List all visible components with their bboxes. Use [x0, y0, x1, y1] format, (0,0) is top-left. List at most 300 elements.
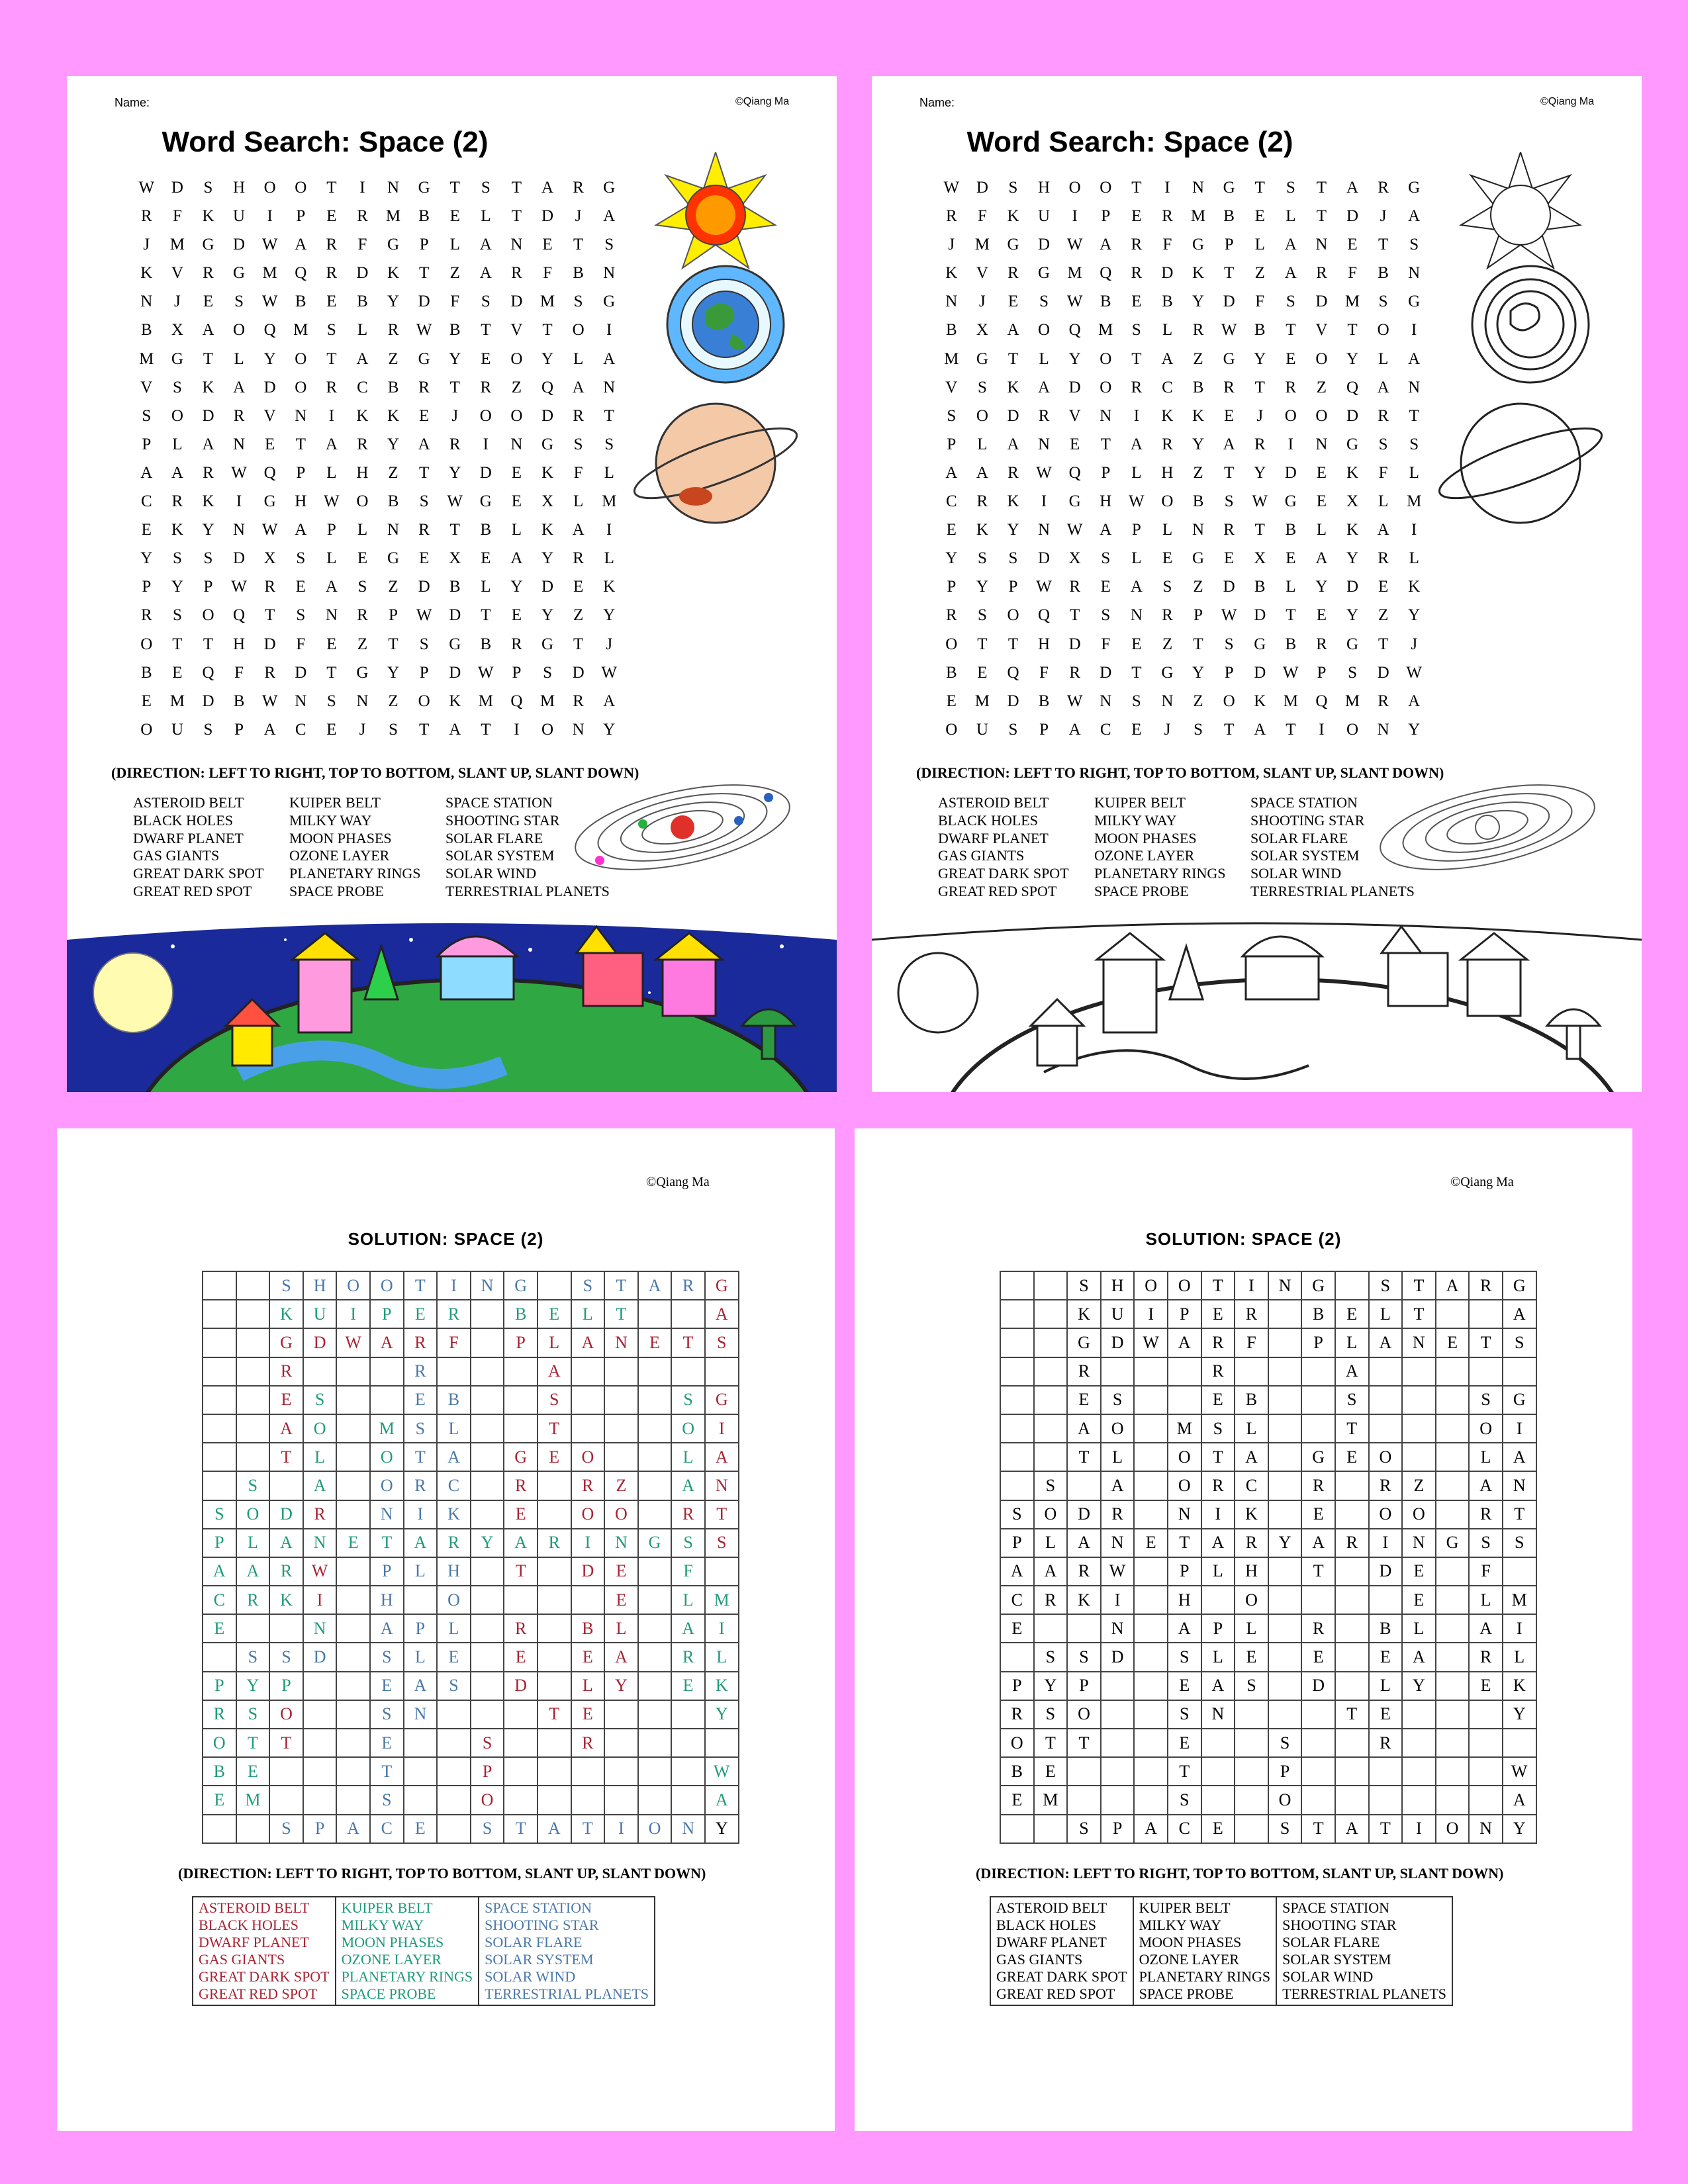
grid-letter: O — [295, 378, 307, 396]
grid-letter: L — [326, 463, 337, 482]
grid-letter: G — [1346, 635, 1359, 653]
grid-letter: K — [945, 264, 958, 283]
grid-letter: E — [1224, 549, 1235, 568]
grid-letter: T — [511, 207, 522, 226]
grid-letter: P — [389, 606, 398, 625]
solution-cell — [571, 1786, 605, 1814]
grid-letter: T — [1193, 635, 1203, 653]
solution-cell: O — [1034, 1500, 1068, 1529]
solution-cell: G — [1301, 1443, 1335, 1471]
grid-letter: O — [202, 606, 214, 625]
grid-letter: E — [1131, 293, 1142, 311]
grid-letter: B — [295, 293, 306, 311]
grid-letter: H — [1161, 463, 1174, 482]
solution-cell: E — [1369, 1643, 1403, 1671]
solution-cell: M — [705, 1586, 739, 1614]
grid-letter: S — [357, 578, 367, 596]
grid-letter: S — [1348, 663, 1357, 682]
solution-cell — [638, 1443, 672, 1471]
grid-letter: B — [1192, 378, 1204, 396]
solution-cell: D — [303, 1643, 337, 1671]
solution-cell: E — [604, 1557, 638, 1586]
solution-cell: M — [1168, 1414, 1201, 1443]
grid-letter: Q — [1038, 606, 1051, 625]
grid-letter: O — [1346, 720, 1359, 739]
solution-cell — [203, 1443, 236, 1471]
grid-letter: V — [976, 264, 988, 283]
grid-letter: O — [479, 406, 492, 425]
grid-letter: O — [1038, 321, 1051, 340]
solution-cell — [1369, 1386, 1403, 1414]
grid-letter: F — [1039, 663, 1049, 682]
solution-grid — [1000, 1271, 1537, 1844]
grid-letter: S — [1162, 578, 1172, 596]
solution-cell: N — [1101, 1614, 1135, 1643]
solution-title: SOLUTION: SPACE (2) — [1145, 1229, 1342, 1249]
grid-letter: E — [1254, 207, 1265, 226]
solution-cell — [269, 1757, 303, 1786]
solution-cell: R — [437, 1300, 471, 1328]
saturn-icon — [628, 404, 804, 523]
grid-letter: E — [357, 549, 368, 568]
solution-cell: S — [236, 1643, 270, 1671]
solution-cell — [1469, 1357, 1503, 1386]
solution-cell: R — [1335, 1529, 1369, 1557]
solution-cell — [671, 1300, 705, 1328]
grid-letter: R — [449, 435, 461, 453]
solution-cell — [236, 1815, 270, 1843]
grid-letter: T — [1254, 521, 1265, 539]
solution-word-column — [1276, 1897, 1452, 2005]
solution-cell: E — [1201, 1815, 1235, 1843]
solution-cell: O — [1469, 1414, 1503, 1443]
grid-letter: W — [231, 463, 247, 482]
solution-row — [1000, 1414, 1536, 1443]
grid-letter: F — [1378, 463, 1388, 482]
grid-letter: W — [1221, 606, 1237, 625]
grid-letter: E — [419, 549, 430, 568]
grid-letter: R — [357, 207, 368, 226]
grid-letter: F — [977, 207, 987, 226]
solution-row — [1000, 1471, 1536, 1500]
copyright: ©Qiang Ma — [1540, 96, 1595, 107]
moon-icon — [898, 953, 978, 1032]
solution-cell: L — [437, 1614, 471, 1643]
solution-cell: E — [1000, 1614, 1034, 1643]
grid-letter: R — [418, 378, 430, 396]
solution-row — [1000, 1500, 1536, 1529]
grid-letter: M — [1190, 207, 1206, 226]
solution-cell: S — [370, 1643, 404, 1671]
grid-letter: W — [416, 321, 432, 340]
solution-cell: E — [437, 1643, 471, 1671]
solution-cell: Y — [1503, 1700, 1536, 1729]
solution-cell — [1369, 1786, 1403, 1814]
grid-letter: A — [1408, 692, 1421, 710]
grid-letter: T — [511, 179, 522, 197]
solution-cell — [336, 1729, 370, 1757]
grid-letter: M — [262, 264, 277, 283]
solution-word: MOON PHASES — [341, 1934, 444, 1950]
word-list-item: SPACE STATION — [1250, 794, 1358, 811]
solution-cell — [1134, 1386, 1168, 1414]
grid-letter: R — [203, 463, 214, 482]
grid-letter: A — [945, 463, 958, 482]
grid-letter: V — [263, 406, 276, 425]
solution-cell — [1268, 1414, 1302, 1443]
solution-cell: T — [1402, 1300, 1436, 1328]
solution-cell — [1201, 1586, 1235, 1614]
grid-row — [131, 630, 687, 659]
grid-row — [131, 259, 687, 287]
solution-row — [1000, 1700, 1536, 1729]
solution-cell — [203, 1414, 236, 1443]
grid-letter: B — [573, 264, 584, 283]
grid-letter: E — [1224, 406, 1235, 425]
solution-cell: O — [1436, 1815, 1470, 1843]
grid-letter: L — [172, 435, 183, 453]
grid-letter: A — [295, 236, 307, 254]
solution-cell: Z — [604, 1471, 638, 1500]
grid-letter: N — [1100, 406, 1112, 425]
solution-cell: O — [370, 1443, 404, 1471]
grid-letter: A — [1408, 349, 1421, 368]
solution-row — [203, 1500, 739, 1529]
grid-letter: R — [1069, 578, 1081, 596]
grid-row — [131, 601, 687, 629]
solution-cell: I — [1235, 1271, 1268, 1300]
grid-letter: L — [604, 549, 614, 568]
solution-cell — [538, 1757, 571, 1786]
solution-cell: N — [1503, 1471, 1536, 1500]
solution-row — [1000, 1614, 1536, 1643]
grid-letter: T — [449, 179, 460, 197]
grid-letter: E — [326, 207, 337, 226]
word-list-item: ASTEROID BELT — [938, 794, 1049, 811]
grid-letter: T — [1008, 349, 1019, 368]
solution-cell: R — [1201, 1471, 1235, 1500]
solution-cell: L — [1235, 1414, 1268, 1443]
solution-cell: A — [671, 1614, 705, 1643]
grid-letter: D — [449, 606, 461, 625]
solution-cell — [538, 1643, 571, 1671]
solution-cell: A — [1235, 1443, 1268, 1471]
solution-cell: Y — [604, 1672, 638, 1700]
grid-letter: V — [1315, 321, 1328, 340]
grid-letter: R — [573, 179, 584, 197]
solution-cell: P — [471, 1757, 504, 1786]
solution-cell — [437, 1700, 471, 1729]
solution-cell — [1436, 1386, 1470, 1414]
grid-letter: B — [1100, 293, 1111, 311]
grid-letter: T — [449, 521, 460, 539]
solution-cell: E — [504, 1500, 538, 1529]
word-list-item: DWARF PLANET — [938, 829, 1049, 846]
solution-cell: A — [269, 1414, 303, 1443]
solution-cell: A — [705, 1300, 739, 1328]
grid-letter: T — [1378, 635, 1389, 653]
solution-row — [203, 1815, 739, 1843]
solution-cell: P — [404, 1614, 438, 1643]
solution-cell — [236, 1414, 270, 1443]
solution-cell — [1201, 1786, 1235, 1814]
grid-letter: Q — [1068, 321, 1081, 340]
solution-cell: L — [1469, 1443, 1503, 1471]
grid-letter: G — [603, 293, 616, 311]
solution-cell: L — [1201, 1557, 1235, 1586]
solution-cell: P — [1201, 1614, 1235, 1643]
grid-letter: R — [233, 406, 245, 425]
grid-row — [131, 459, 687, 487]
grid-letter: R — [418, 521, 430, 539]
solution-cell — [1301, 1729, 1335, 1757]
solution-cell: T — [1067, 1443, 1101, 1471]
solution-cell — [1436, 1414, 1470, 1443]
grid-letter: R — [573, 406, 584, 425]
grid-letter: K — [541, 463, 554, 482]
grid-letter: R — [264, 578, 276, 596]
grid-letter: G — [1192, 549, 1205, 568]
solution-cell: S — [471, 1815, 504, 1843]
solution-cell — [1000, 1815, 1034, 1843]
word-list-item: GREAT RED SPOT — [938, 882, 1057, 899]
grid-letter: D — [233, 549, 246, 568]
grid-row — [936, 630, 1492, 659]
grid-letter: C — [1100, 720, 1111, 739]
grid-letter: B — [480, 635, 492, 653]
solution-word: GREAT DARK SPOT — [199, 1968, 330, 1985]
grid-letter: Y — [1254, 463, 1266, 482]
grid-letter: D — [1068, 635, 1081, 653]
grid-letter: K — [356, 406, 369, 425]
solution-cell — [336, 1586, 370, 1614]
grid-letter: D — [479, 463, 492, 482]
grid-letter: Y — [1315, 578, 1328, 596]
grid-letter: O — [1161, 492, 1174, 511]
grid-letter: G — [1192, 236, 1205, 254]
solution-cell — [404, 1729, 438, 1757]
solution-cell: A — [1469, 1471, 1503, 1500]
solution-cell — [1469, 1300, 1503, 1328]
grid-letter: S — [1409, 435, 1419, 453]
solution-cell — [705, 1357, 739, 1386]
grid-letter: O — [541, 720, 554, 739]
grid-letter: S — [1131, 321, 1141, 340]
solution-cell: K — [269, 1300, 303, 1328]
solution-cell: E — [538, 1443, 571, 1471]
solution-cell: A — [1067, 1414, 1101, 1443]
solution-cell: S — [1201, 1414, 1235, 1443]
grid-letter: E — [481, 349, 491, 368]
solution-cell: Y — [705, 1815, 739, 1843]
grid-letter: Y — [1254, 349, 1266, 368]
grid-letter: I — [1164, 179, 1170, 197]
solution-cell: L — [705, 1643, 739, 1671]
solution-cell: G — [504, 1443, 538, 1471]
grid-letter: E — [449, 207, 460, 226]
solution-cell: N — [705, 1471, 739, 1500]
solution-cell — [437, 1757, 471, 1786]
solution-word: SPACE PROBE — [341, 1985, 436, 2002]
grid-letter: S — [543, 663, 552, 682]
solution-cell — [404, 1757, 438, 1786]
house-icon — [1243, 936, 1322, 999]
solution-cell: Y — [705, 1700, 739, 1729]
solution-cell: E — [404, 1386, 438, 1414]
solution-cell — [336, 1471, 370, 1500]
word-list-item: SOLAR WIND — [1250, 865, 1342, 882]
word-list-item: GREAT DARK SPOT — [938, 865, 1069, 882]
solution-cell — [1067, 1471, 1101, 1500]
solution-cell: A — [1000, 1557, 1034, 1586]
grid-letter: I — [606, 521, 612, 539]
grid-letter: Y — [1068, 349, 1081, 368]
grid-letter: R — [573, 692, 584, 710]
solution-cell: A — [504, 1529, 538, 1557]
sun-icon — [1461, 152, 1580, 268]
solution-cell: L — [404, 1643, 438, 1671]
solution-cell — [1134, 1786, 1168, 1814]
solution-cell: D — [1369, 1557, 1403, 1586]
solution-cell: E — [571, 1700, 605, 1729]
grid-letter: M — [385, 207, 401, 226]
grid-letter: G — [1346, 435, 1359, 453]
solution-cell: E — [269, 1386, 303, 1414]
grid-letter: Y — [387, 293, 400, 311]
grid-row — [131, 516, 687, 544]
solution-cell: A — [1301, 1529, 1335, 1557]
solution-cell — [1436, 1729, 1470, 1757]
solution-cell: B — [1301, 1300, 1335, 1328]
solution-cell: O — [1168, 1471, 1201, 1500]
house-icon — [1097, 933, 1163, 1032]
solution-word: SHOOTING STAR — [1282, 1917, 1397, 1933]
word-list-item: GAS GIANTS — [133, 847, 220, 864]
solution-cell — [471, 1557, 504, 1586]
grid-row — [936, 373, 1492, 402]
grid-letter: E — [265, 435, 275, 453]
grid-letter: D — [1377, 663, 1389, 682]
grid-letter: A — [1346, 179, 1359, 197]
solution-cell — [538, 1557, 571, 1586]
grid-letter: T — [1008, 635, 1019, 653]
solution-cell — [203, 1471, 236, 1500]
solution-cell — [1301, 1757, 1335, 1786]
grid-letter: A — [1068, 720, 1081, 739]
solution-row — [203, 1586, 739, 1614]
grid-letter: A — [976, 463, 988, 482]
grid-letter: K — [202, 492, 214, 511]
grid-letter: S — [977, 378, 987, 396]
grid-letter: Q — [510, 692, 523, 710]
solution-word: SPACE STATION — [1282, 1899, 1389, 1916]
solution-cell — [471, 1700, 504, 1729]
solution-cell: O — [1067, 1700, 1101, 1729]
grid-letter: B — [1038, 692, 1050, 710]
solution-cell: R — [571, 1471, 605, 1500]
house-icon — [438, 936, 517, 999]
grid-letter: A — [356, 349, 369, 368]
grid-letter: T — [1286, 606, 1296, 625]
grid-letter: A — [1284, 264, 1297, 283]
word-list-item: MOON PHASES — [1094, 829, 1197, 846]
solution-cell — [1034, 1328, 1068, 1357]
solution-cell: E — [604, 1586, 638, 1614]
grid-letter: Q — [263, 463, 276, 482]
solution-cell: E — [1301, 1500, 1335, 1529]
grid-letter: Z — [573, 606, 584, 625]
solution-cell — [1503, 1357, 1536, 1386]
grid-row — [936, 715, 1492, 744]
solution-cell: O — [604, 1500, 638, 1529]
solution-cell: P — [1301, 1328, 1335, 1357]
grid-letter: Z — [1162, 635, 1173, 653]
grid-letter: L — [481, 207, 491, 226]
solution-cell: B — [1000, 1757, 1034, 1786]
solution-cell: E — [404, 1815, 438, 1843]
grid-letter: Z — [449, 264, 460, 283]
grid-letter: G — [1161, 663, 1174, 682]
grid-letter: W — [138, 179, 155, 197]
grid-letter: R — [573, 549, 584, 568]
grid-letter: B — [1192, 492, 1204, 511]
solution-cell — [236, 1357, 270, 1386]
solution-cell: E — [1235, 1643, 1268, 1671]
grid-letter: P — [1194, 606, 1203, 625]
grid-letter: O — [1315, 349, 1328, 368]
worksheet-color-page — [67, 76, 837, 1092]
solution-cell: R — [1469, 1643, 1503, 1671]
solution-cell: R — [404, 1357, 438, 1386]
grid-letter: G — [1007, 236, 1019, 254]
grid-letter: A — [1130, 578, 1143, 596]
grid-letter: B — [1285, 635, 1297, 653]
letter-grid — [936, 173, 1492, 744]
word-list-item: MILKY WAY — [1094, 811, 1177, 829]
grid-letter: W — [261, 236, 278, 254]
grid-letter: V — [140, 378, 153, 396]
solution-cell: E — [538, 1300, 571, 1328]
grid-letter: A — [1130, 435, 1143, 453]
grid-row — [131, 316, 687, 344]
grid-letter: A — [263, 720, 276, 739]
grid-letter: I — [328, 406, 335, 425]
grid-letter: Y — [976, 578, 988, 596]
grid-row — [936, 516, 1492, 544]
grid-letter: E — [1316, 463, 1327, 482]
solution-cell — [1235, 1700, 1268, 1729]
grid-row — [131, 373, 687, 402]
solution-cell: O — [1369, 1500, 1403, 1529]
solution-cell: A — [1503, 1443, 1536, 1471]
solution-word: TERRESTRIAL PLANETS — [1282, 1985, 1447, 2002]
solution-cell — [303, 1672, 337, 1700]
solution-cell: A — [203, 1557, 236, 1586]
grid-letter: T — [1224, 264, 1235, 283]
solution-cell — [538, 1786, 571, 1814]
solution-cell — [303, 1729, 337, 1757]
solution-cell: L — [571, 1672, 605, 1700]
solution-cell: S — [269, 1815, 303, 1843]
grid-letter: P — [947, 435, 957, 453]
solution-cell — [1503, 1729, 1536, 1757]
solution-cell: N — [1168, 1500, 1201, 1529]
solution-cell — [1436, 1300, 1470, 1328]
grid-letter: T — [419, 264, 430, 283]
grid-letter: S — [481, 293, 491, 311]
solution-cell — [538, 1500, 571, 1529]
solution-cell: O — [1101, 1414, 1135, 1443]
